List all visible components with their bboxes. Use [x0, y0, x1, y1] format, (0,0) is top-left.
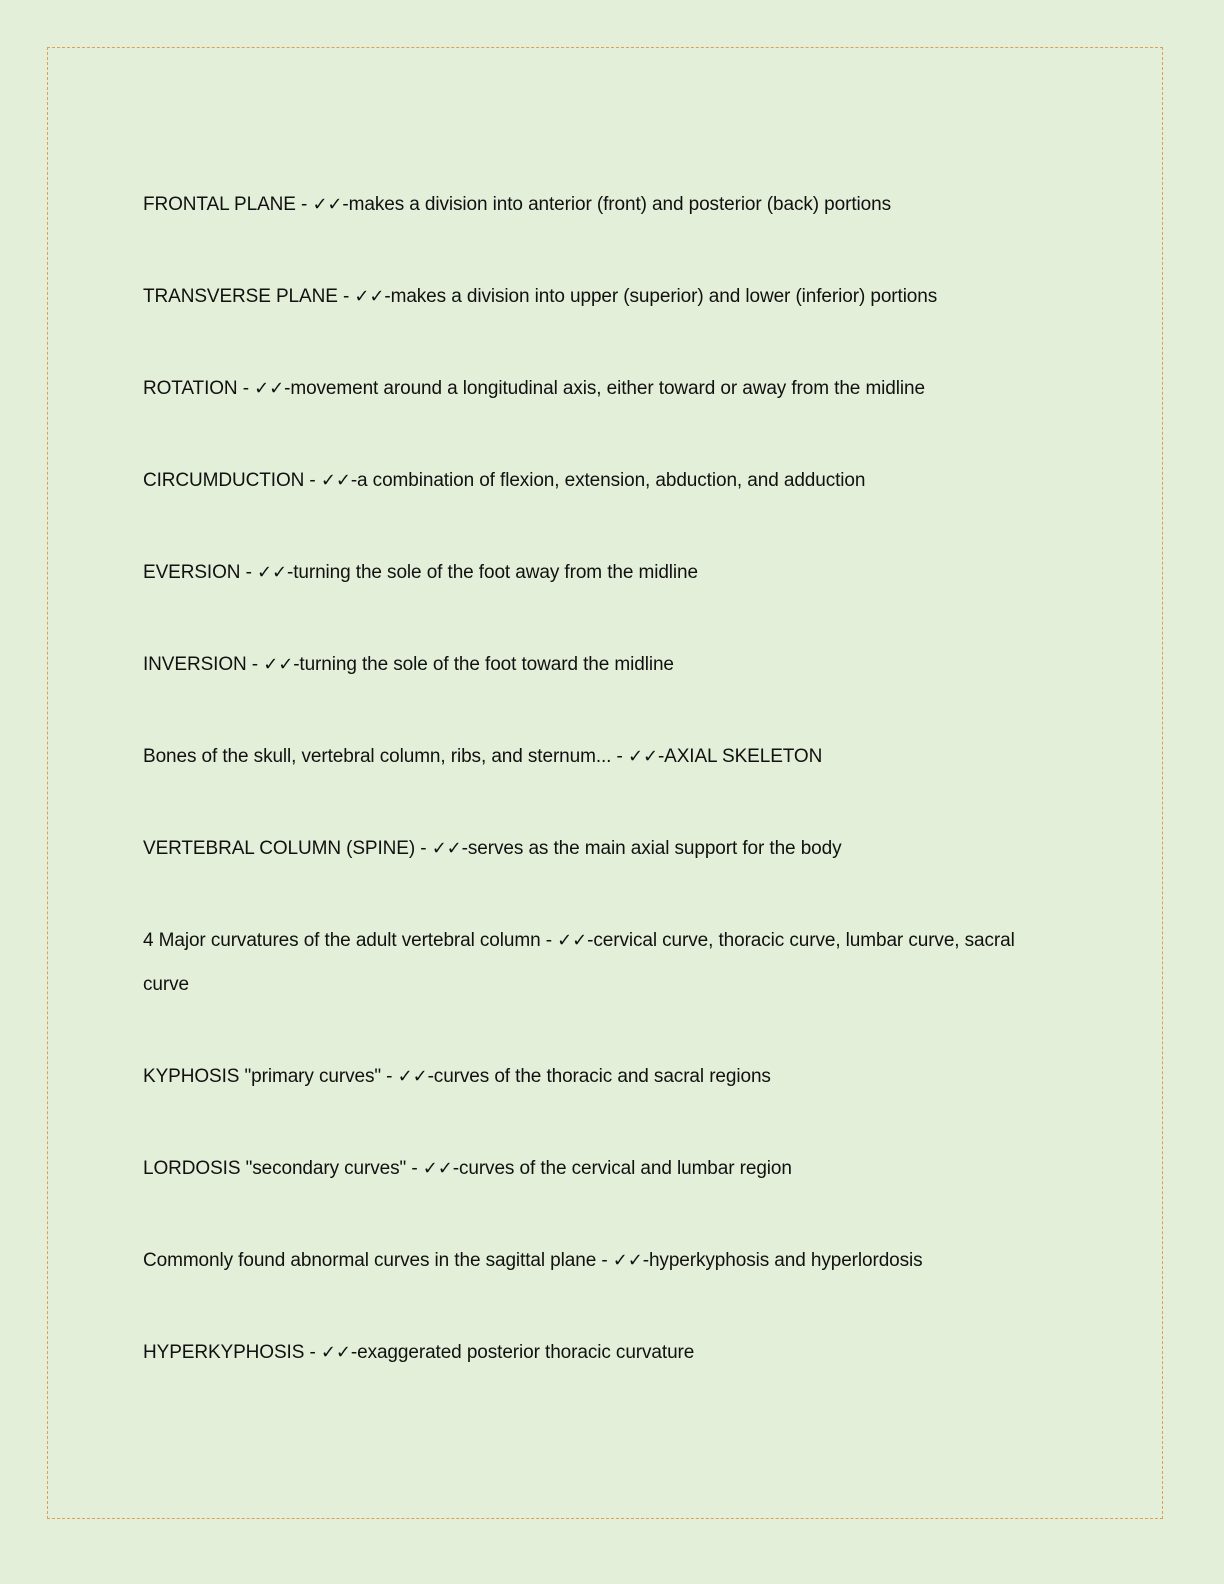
- entry-definition: -AXIAL SKELETON: [657, 746, 823, 767]
- entry-term: VERTEBRAL COLUMN (SPINE) -: [143, 838, 427, 859]
- entry-definition: -curves of the cervical and lumbar region: [452, 1158, 792, 1179]
- entry-definition: -movement around a longitudinal axis, either toward or away from the midline: [284, 378, 925, 399]
- double-check-icon: ✓✓: [263, 654, 294, 675]
- entry-definition: -curves of the thoracic and sacral regions: [427, 1066, 771, 1087]
- entry-term: Commonly found abnormal curves in the sagittal plane -: [143, 1250, 608, 1271]
- double-check-icon: ✓✓: [320, 1342, 351, 1363]
- double-check-icon: ✓✓: [254, 378, 285, 399]
- entry-transverse-plane: [143, 275, 1043, 319]
- entry-term: Bones of the skull, vertebral column, ribs, and sternum... -: [143, 746, 623, 767]
- double-check-icon: ✓✓: [627, 746, 658, 767]
- flashcard-list: [143, 183, 1043, 1423]
- entry-definition: -makes a division into upper (superior) and lower (inferior) portions: [384, 286, 938, 307]
- double-check-icon: ✓✓: [612, 1250, 643, 1271]
- entry-abnormal-curves: [143, 1239, 1043, 1283]
- entry-definition: -hyperkyphosis and hyperlordosis: [642, 1250, 923, 1271]
- double-check-icon: ✓✓: [312, 194, 343, 215]
- entry-lordosis: [143, 1147, 1043, 1191]
- entry-circumduction: [143, 459, 1043, 503]
- double-check-icon: ✓✓: [431, 838, 462, 859]
- entry-definition: -a combination of flexion, extension, abduction, and adduction: [350, 470, 866, 491]
- entry-definition: -makes a division into anterior (front) and posterior (back) portions: [342, 194, 891, 215]
- entry-vertebral-column: [143, 827, 1043, 871]
- double-check-icon: ✓✓: [557, 930, 588, 951]
- entry-definition: -cervical curve, thoracic curve, lumbar curve, sacral curve: [143, 930, 1015, 995]
- entry-major-curvatures: [143, 919, 1043, 1007]
- entry-kyphosis: [143, 1055, 1043, 1099]
- entry-term: ROTATION -: [143, 378, 249, 399]
- entry-axial-skeleton: [143, 735, 1043, 779]
- entry-inversion: [143, 643, 1043, 687]
- entry-term: EVERSION -: [143, 562, 252, 583]
- entry-definition: -turning the sole of the foot toward the midline: [293, 654, 674, 675]
- entry-term: CIRCUMDUCTION -: [143, 470, 316, 491]
- entry-term: TRANSVERSE PLANE -: [143, 286, 350, 307]
- double-check-icon: ✓✓: [257, 562, 287, 583]
- double-check-icon: ✓✓: [397, 1066, 428, 1087]
- entry-frontal-plane: [143, 183, 1043, 227]
- entry-term: FRONTAL PLANE -: [143, 194, 308, 215]
- entry-rotation: [143, 367, 1043, 411]
- entry-definition: -turning the sole of the foot away from the midline: [286, 562, 698, 583]
- double-check-icon: ✓✓: [422, 1158, 453, 1179]
- entry-term: HYPERKYPHOSIS -: [143, 1342, 316, 1363]
- double-check-icon: ✓✓: [320, 470, 351, 491]
- entry-eversion: [143, 551, 1043, 595]
- entry-definition: -serves as the main axial support for the body: [461, 838, 842, 859]
- double-check-icon: ✓✓: [354, 286, 385, 307]
- entry-hyperkyphosis: [143, 1331, 1043, 1375]
- entry-term: KYPHOSIS "primary curves" -: [143, 1066, 393, 1087]
- entry-term: LORDOSIS "secondary curves" -: [143, 1158, 418, 1179]
- entry-term: INVERSION -: [143, 654, 259, 675]
- entry-term: 4 Major curvatures of the adult vertebral column -: [143, 930, 552, 951]
- entry-definition: -exaggerated posterior thoracic curvature: [350, 1342, 695, 1363]
